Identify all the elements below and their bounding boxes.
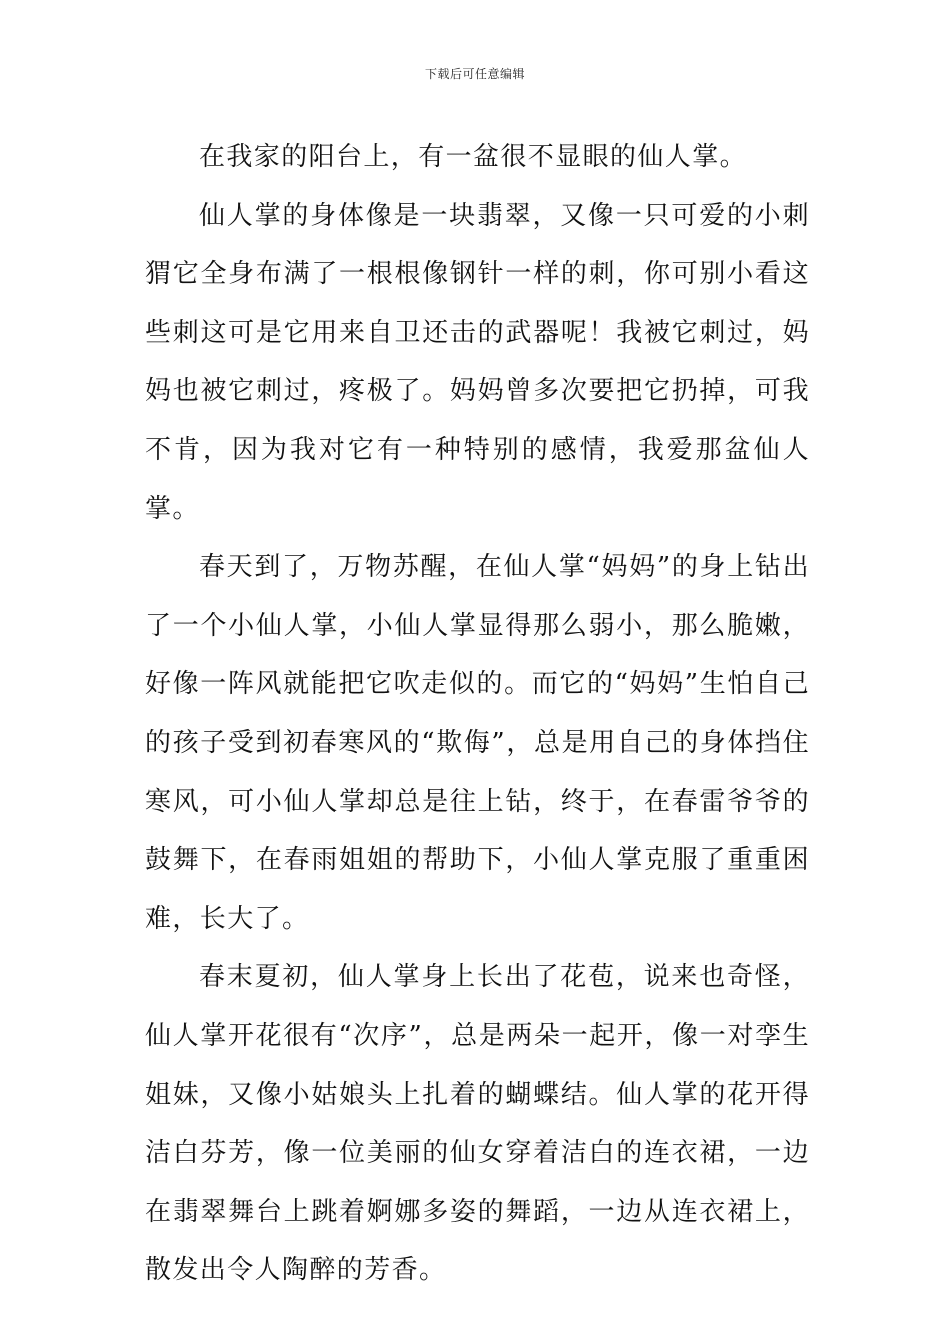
page-header-note: 下载后可任意编辑 <box>424 67 525 81</box>
document-body <box>145 128 810 1300</box>
paragraph-2: 仙人掌的身体像是一块翡翠，又像一只可爱的小刺猬它全身布满了一根根像钢针一样的刺，你可别小看这些刺这可是它用来自卫还击的武器呢！我被它刺过，妈妈也被它刺过，疼极了。妈妈曾多次要把它扔掉，可我不肯，因为我对它有一种特别的感情，我爱那盆仙人掌。 <box>145 200 810 524</box>
paragraph-1: 在我家的阳台上，有一盆很不显眼的仙人掌。 <box>199 142 748 172</box>
paragraph-3: 春天到了，万物苏醒，在仙人掌“妈妈”的身上钻出了一个小仙人掌，小仙人掌显得那么弱小，那么脆嫩，好像一阵风就能把它吹走似的。而它的“妈妈”生怕自己的孩子受到初春寒风的“欺侮”，总是用自己的身体挡住寒风，可小仙人掌却总是往上钻，终于，在春雷爷爷的鼓舞下，在春雨姐姐的帮助下，小仙人掌克服了重重困难，长大了。 <box>145 552 810 934</box>
paragraph-4: 春末夏初，仙人掌身上长出了花苞，说来也奇怪，仙人掌开花很有“次序”，总是两朵一起开，像一对孪生姐妹，又像小姑娘头上扎着的蝴蝶结。仙人掌的花开得洁白芬芳，像一位美丽的仙女穿着洁白的连衣裙，一边在翡翠舞台上跳着婀娜多姿的舞蹈，一边从连衣裙上，散发出令人陶醉的芳香。 <box>145 962 810 1286</box>
